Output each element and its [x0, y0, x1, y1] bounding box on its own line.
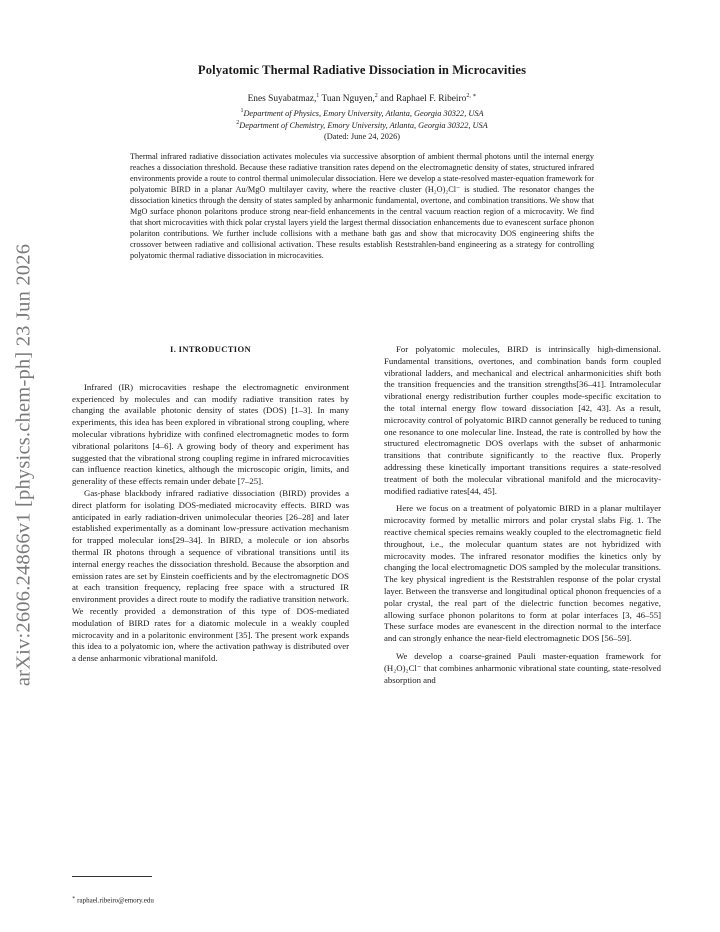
paragraph: Here we focus on a treatment of polyatomic BIRD in a planar multilayer microcavity formed by metallic mirrors and polar crystal slabs Fig. 1. The reactive chemical species remains weakly coupled to the electromagnetic field throughout, i.e., the molecular quantum states are not hybridized with microcavity modes. The infrared resonator modifies the kinetics only by changing the local electromagnetic DOS sampled by the molecular transitions. The key physical ingredient is the Reststrahlen response of the polar crystal layer. Between the transverse and longitudinal optical phonon frequencies of a polar crystal, the real part of the dielectric function becomes negative, allowing surface phonon polaritons to form at polar interfaces [3, 46–55] These surface modes are evanescent in the direction normal to the interface and can strongly enhance the near-field electromagnetic DOS [56–59].	[384, 503, 661, 644]
corresponding-email: raphael.ribeiro@emory.edu	[75, 896, 154, 905]
author-3-affil: 2, ∗	[466, 93, 477, 99]
affiliation-1: $^1$Department of Physics, Emory University, Atlanta, Georgia 30322, USA	[240, 108, 484, 118]
paragraph: Gas-phase blackbody infrared radiative dissociation (BIRD) provides a direct platform for isolating DOS-mediated microcavity effects. BIRD was anticipated in early radiation-driven unimolecular theories [26–28] and later established experimentally as a dominant low-pressure activation mechanism for trapped molecular ions[29–34]. In BIRD, a molecule or ion absorbs thermal IR photons through a sequence of vibrational transitions until its internal energy reaches the dissociation threshold. Because the absorption and emission rates are set by Einstein coefficients and by the electromagnetic DOS at each transition frequency, replacing free space with a structured IR environment provides a direct route to modify the radiative transition network. We recently provided a demonstration of this type of DOS-mediated modulation of BIRD rates for a diatomic molecule in a weakly coupled microcavity and in a polaritonic environment [35]. The present work expands this idea to a polyatomic ion, where the activation pathway is distributed over a dense anharmonic vibrational manifold.	[72, 487, 349, 664]
author-2: Tuan Nguyen,	[319, 94, 375, 105]
right-column	[384, 344, 661, 686]
paper-title: Polyatomic Thermal Radiative Dissociation in Microcavities	[197, 63, 527, 77]
paragraph: We develop a coarse-grained Pauli master-equation framework for (H₂O)₂Cl⁻ that combines anharmonic vibrational state counting, state-resolved absorption and	[384, 650, 661, 685]
arxiv-id: arXiv:2606.24866v1 [physics.chem-ph] 23 Jun 2026	[12, 243, 35, 687]
paragraph: Infrared (IR) microcavities reshape the electromagnetic environment experienced by molecules and can modify radiative transition rates by changing the available photonic density of states (DOS) [1–3]. In many experiments, this idea has been explored in vibrational strong coupling, where molecular vibrations hybridize with confined electromagnetic modes to form vibrational polaritons [4–6]. A growing body of theory and experiment has suggested that the vibrational strong coupling regime in infrared microcavities can influence reaction kinetics, although the microscopic origin, limits, and generality of these effects remain under debate [7–25].	[72, 381, 349, 487]
section-heading-introduction: I. INTRODUCTION	[170, 344, 251, 354]
date-line: (Dated: June 24, 2026)	[323, 132, 401, 141]
footnote-rule	[72, 876, 152, 877]
author-3: and Raphael F. Ribeiro	[377, 94, 467, 105]
author-1: Enes Suyabatmaz,	[247, 94, 317, 105]
author-list	[70, 92, 654, 104]
author-2-affil: 2	[374, 93, 378, 99]
left-column	[72, 344, 349, 665]
author-1-affil: 1	[316, 93, 320, 99]
footnote	[72, 895, 154, 904]
paragraph: For polyatomic molecules, BIRD is intrinsically high-dimensional. Fundamental transitions, overtones, and combination bands form coupled vibrational ladders, and mechanical and electrical anharmonicities shift both the transition frequencies and the transition strengths[36–41]. Intramolecular vibrational energy redistribution further couples mode-specific excitation to the total internal energy flow toward dissociation [42, 43]. As a result, microcavity control of polyatomic BIRD cannot generally be reduced to tuning one resonance to one molecular line. Instead, the rate is controlled by how the structured electromagnetic DOS overlaps with the subset of anharmonic transitions that contribute significantly to the reactive flux. Properly addressing these kinetically important transitions requires a state-resolved treatment of both the molecular vibrational manifold and the microcavity-modified radiative rates[44, 45].	[384, 344, 662, 496]
footnote-mark: ∗	[72, 896, 76, 901]
arxiv-sidebar-stamp	[2, 225, 46, 705]
abstract: Thermal infrared radiative dissociation activates molecules via successive absorption of ambient thermal photons until the internal energy reaches a dissociation threshold. Because these radiative transition rates depend on the electromagnetic density of states, structured infrared environments provide a route to control thermal unimolecular dissociation. Here we develop a state-resolved master-equation framework for polyatomic BIRD in a planar Au/MgO multilayer cavity, where the reactive cluster (H₂O)₂Cl⁻ is studied. The resonator changes the dissociation kinetics through the density of states sampled by anharmonic fundamental, overtone, and combination transitions. We show that MgO surface phonon polaritons produce strong near-field enhancements in the central vacuum reaction region of a microcavity. We find that short microcavities with thick polar crystal layers yield the largest thermal dissociation enhancements due to evanescent surface phonon polariton contributions. We further include collisions with a methane bath gas and show that microcavity DOS engineering shifts the crossover between radiative and collisional activation. These results establish Reststrahlen-band engineering as a strategy for controlling polyatomic thermal radiative dissociation in microcavities.	[130, 152, 594, 261]
affiliation-2: $^2$Department of Chemistry, Emory University, Atlanta, Georgia 30322, USA	[236, 120, 488, 130]
